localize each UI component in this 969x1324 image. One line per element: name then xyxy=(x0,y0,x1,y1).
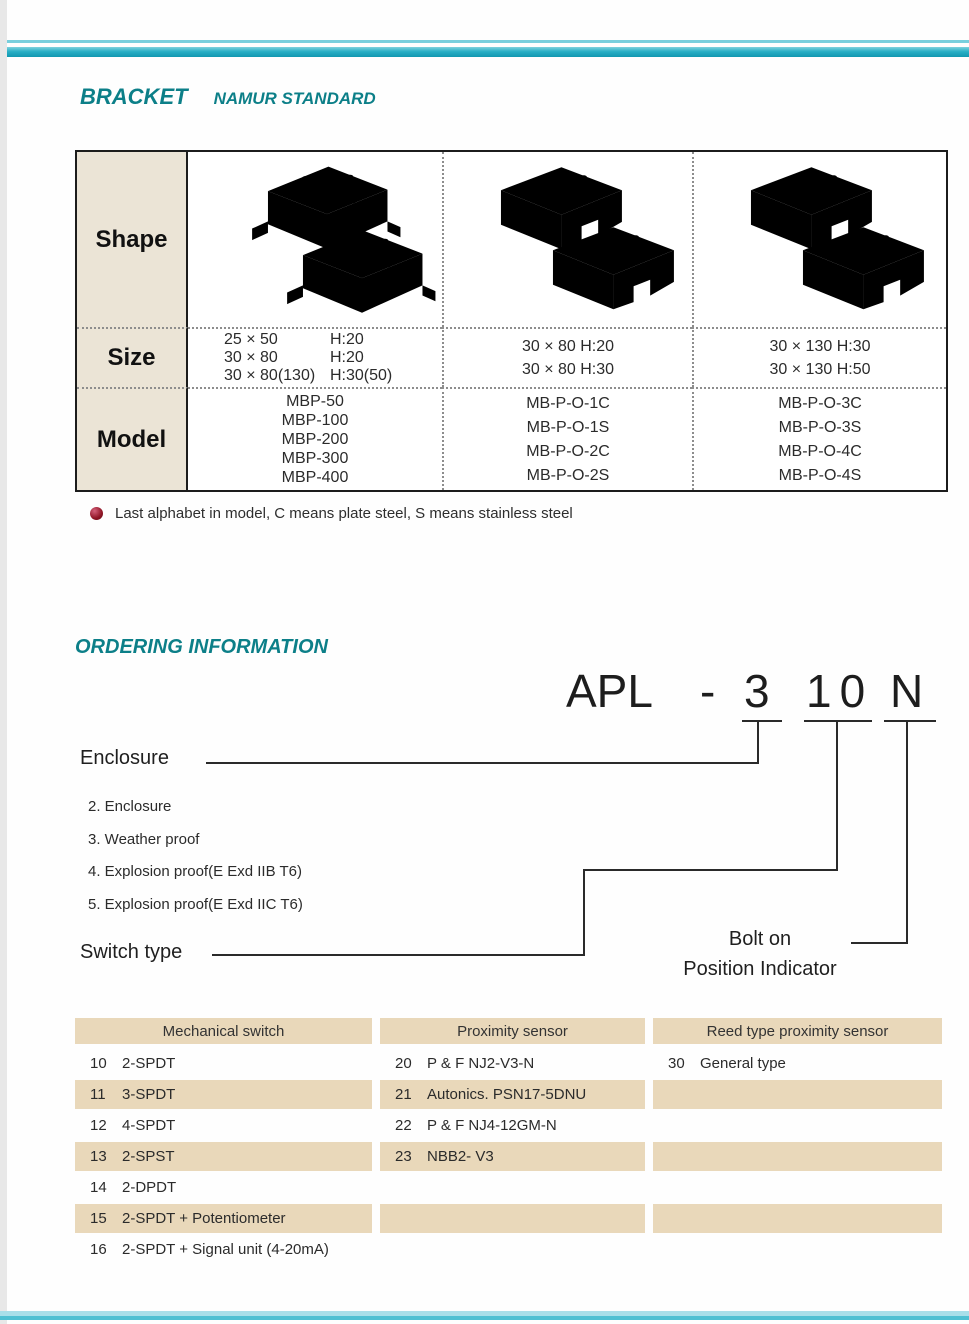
option-label: P & F NJ2-V3-N xyxy=(427,1055,535,1072)
model-line: MB-P-O-4C xyxy=(778,442,862,460)
size-line: 30 × 80(130) H:30(50) xyxy=(224,367,393,384)
page-edge-shadow xyxy=(0,0,7,1324)
option-label: 2-SPDT xyxy=(122,1055,176,1072)
model-line: MB-P-O-4S xyxy=(778,466,862,484)
size-line: 30 × 130 H:30 xyxy=(769,338,871,355)
shape-image-mbp xyxy=(188,152,442,327)
model-line: MB-P-O-3S xyxy=(778,418,862,436)
model-line: MB-P-O-2C xyxy=(526,442,610,460)
option-number: 30 xyxy=(668,1055,685,1072)
model-line: MBP-300 xyxy=(281,450,349,467)
option-cell xyxy=(380,1172,645,1203)
code-suffix: N xyxy=(890,665,924,717)
option-cell xyxy=(75,1048,372,1079)
option-label: 2-SPST xyxy=(122,1148,175,1165)
top-rule-thin xyxy=(7,40,969,43)
option-number: 16 xyxy=(90,1241,107,1258)
option-label: NBB2- V3 xyxy=(427,1148,494,1165)
model-line: MB-P-O-1S xyxy=(526,418,610,436)
black-bracket-icon xyxy=(776,220,946,327)
bracket-section-title xyxy=(80,84,376,110)
enclosure-option-3: 3. Weather proof xyxy=(88,831,200,848)
section-title-text: BRACKET xyxy=(80,84,188,109)
connector-switch-v1 xyxy=(836,722,838,871)
option-cell xyxy=(653,1142,942,1171)
bolt-on-label xyxy=(640,924,880,984)
code-enclosure-digit: 3 xyxy=(744,665,770,717)
note-bullet-icon xyxy=(90,507,103,520)
option-label: 4-SPDT xyxy=(122,1117,176,1134)
option-cell xyxy=(653,1048,942,1079)
connector-switch-h1 xyxy=(583,869,838,871)
option-number: 23 xyxy=(395,1148,412,1165)
white-bracket-icon xyxy=(278,222,442,327)
connector-enclosure-h xyxy=(206,762,759,764)
option-number: 22 xyxy=(395,1117,412,1134)
option-cell xyxy=(75,1110,372,1141)
options-header-proximity: Proximity sensor xyxy=(380,1018,645,1044)
option-number: 20 xyxy=(395,1055,412,1072)
option-cell xyxy=(75,1204,372,1233)
underline-indicator xyxy=(884,720,936,722)
bolt-on-line1: Bolt on xyxy=(728,928,792,950)
underline-enclosure xyxy=(742,720,782,722)
size-line: 30 × 80 H:30 xyxy=(521,361,615,378)
option-cell xyxy=(653,1080,942,1109)
options-header-reed: Reed type proximity sensor xyxy=(653,1018,942,1044)
code-switch-digits: 10 xyxy=(806,665,874,717)
size-list-col2 xyxy=(442,327,692,387)
option-cell xyxy=(380,1204,645,1233)
size-line: 30 × 80 H:20 xyxy=(521,338,615,355)
option-number: 10 xyxy=(90,1055,107,1072)
size-line: 30 × 130 H:50 xyxy=(769,361,871,378)
option-number: 12 xyxy=(90,1117,107,1134)
model-note xyxy=(90,505,573,522)
code-prefix: APL xyxy=(566,665,653,717)
size-list-col3 xyxy=(692,327,946,387)
model-line: MBP-400 xyxy=(281,469,349,486)
connector-indicator-v xyxy=(906,722,908,944)
bottom-rule-dark xyxy=(0,1316,969,1320)
shape-image-mbpo12 xyxy=(442,152,692,327)
option-cell xyxy=(380,1234,645,1265)
underline-switch xyxy=(804,720,872,722)
black-bracket-icon xyxy=(526,220,692,327)
model-list-col3 xyxy=(692,387,946,490)
option-label: Autonics. PSN17-5DNU xyxy=(427,1086,587,1103)
option-cell xyxy=(75,1142,372,1171)
model-line: MB-P-O-1C xyxy=(526,394,610,412)
bracket-spec-table xyxy=(75,150,948,492)
model-line: MB-P-O-3C xyxy=(778,394,862,412)
ordering-options-table xyxy=(75,1018,942,1265)
option-label: 2-SPDT + Signal unit (4-20mA) xyxy=(122,1241,329,1258)
connector-switch-v2 xyxy=(583,869,585,956)
enclosure-option-4: 4. Explosion proof(E Exd IIB T6) xyxy=(88,863,302,880)
option-cell xyxy=(75,1234,372,1265)
model-line: MBP-100 xyxy=(281,412,349,429)
row-header-shape: Shape xyxy=(77,152,188,327)
model-line: MBP-200 xyxy=(281,431,349,448)
option-cell xyxy=(380,1080,645,1109)
row-header-size: Size xyxy=(77,327,188,387)
option-cell xyxy=(380,1110,645,1141)
shape-image-mbpo34 xyxy=(692,152,946,327)
model-line: MBP-50 xyxy=(286,393,344,410)
section-subtitle-text: NAMUR STANDARD xyxy=(213,89,376,108)
size-line: 25 × 50 H:20 xyxy=(224,331,364,348)
size-list-col1 xyxy=(188,327,442,387)
option-number: 21 xyxy=(395,1086,412,1103)
connector-enclosure-v xyxy=(757,722,759,764)
option-number: 15 xyxy=(90,1210,107,1227)
option-number: 14 xyxy=(90,1179,107,1196)
bolt-on-line2: Position Indicator xyxy=(683,958,837,980)
switch-type-label: Switch type xyxy=(80,941,183,963)
option-label: 3-SPDT xyxy=(122,1086,176,1103)
model-line: MB-P-O-2S xyxy=(526,466,610,484)
option-cell xyxy=(75,1080,372,1109)
option-cell xyxy=(653,1172,942,1203)
ordering-section-title: ORDERING INFORMATION xyxy=(75,636,328,658)
option-cell xyxy=(380,1048,645,1079)
connector-switch-h2 xyxy=(212,954,585,956)
top-rule-thick xyxy=(7,47,969,57)
option-number: 11 xyxy=(90,1086,106,1103)
note-text: Last alphabet in model, C means plate steel, S means stainless steel xyxy=(115,505,573,522)
option-label: General type xyxy=(700,1055,786,1072)
option-number: 13 xyxy=(90,1148,107,1165)
model-list-col2 xyxy=(442,387,692,490)
option-cell xyxy=(380,1142,645,1171)
option-label: P & F NJ4-12GM-N xyxy=(427,1117,557,1134)
enclosure-label: Enclosure xyxy=(80,747,169,769)
option-cell xyxy=(653,1110,942,1141)
size-line: 30 × 80 H:20 xyxy=(224,349,364,366)
options-header-mechanical: Mechanical switch xyxy=(75,1018,372,1044)
model-list-col1 xyxy=(188,387,442,490)
option-cell xyxy=(75,1172,372,1203)
code-dash: - xyxy=(700,665,716,717)
option-cell xyxy=(653,1234,942,1265)
enclosure-option-5: 5. Explosion proof(E Exd IIC T6) xyxy=(88,896,303,913)
enclosure-option-2: 2. Enclosure xyxy=(88,798,172,815)
option-cell xyxy=(653,1204,942,1233)
option-label: 2-DPDT xyxy=(122,1179,177,1196)
row-header-model: Model xyxy=(77,387,188,490)
option-label: 2-SPDT + Potentiometer xyxy=(122,1210,286,1227)
